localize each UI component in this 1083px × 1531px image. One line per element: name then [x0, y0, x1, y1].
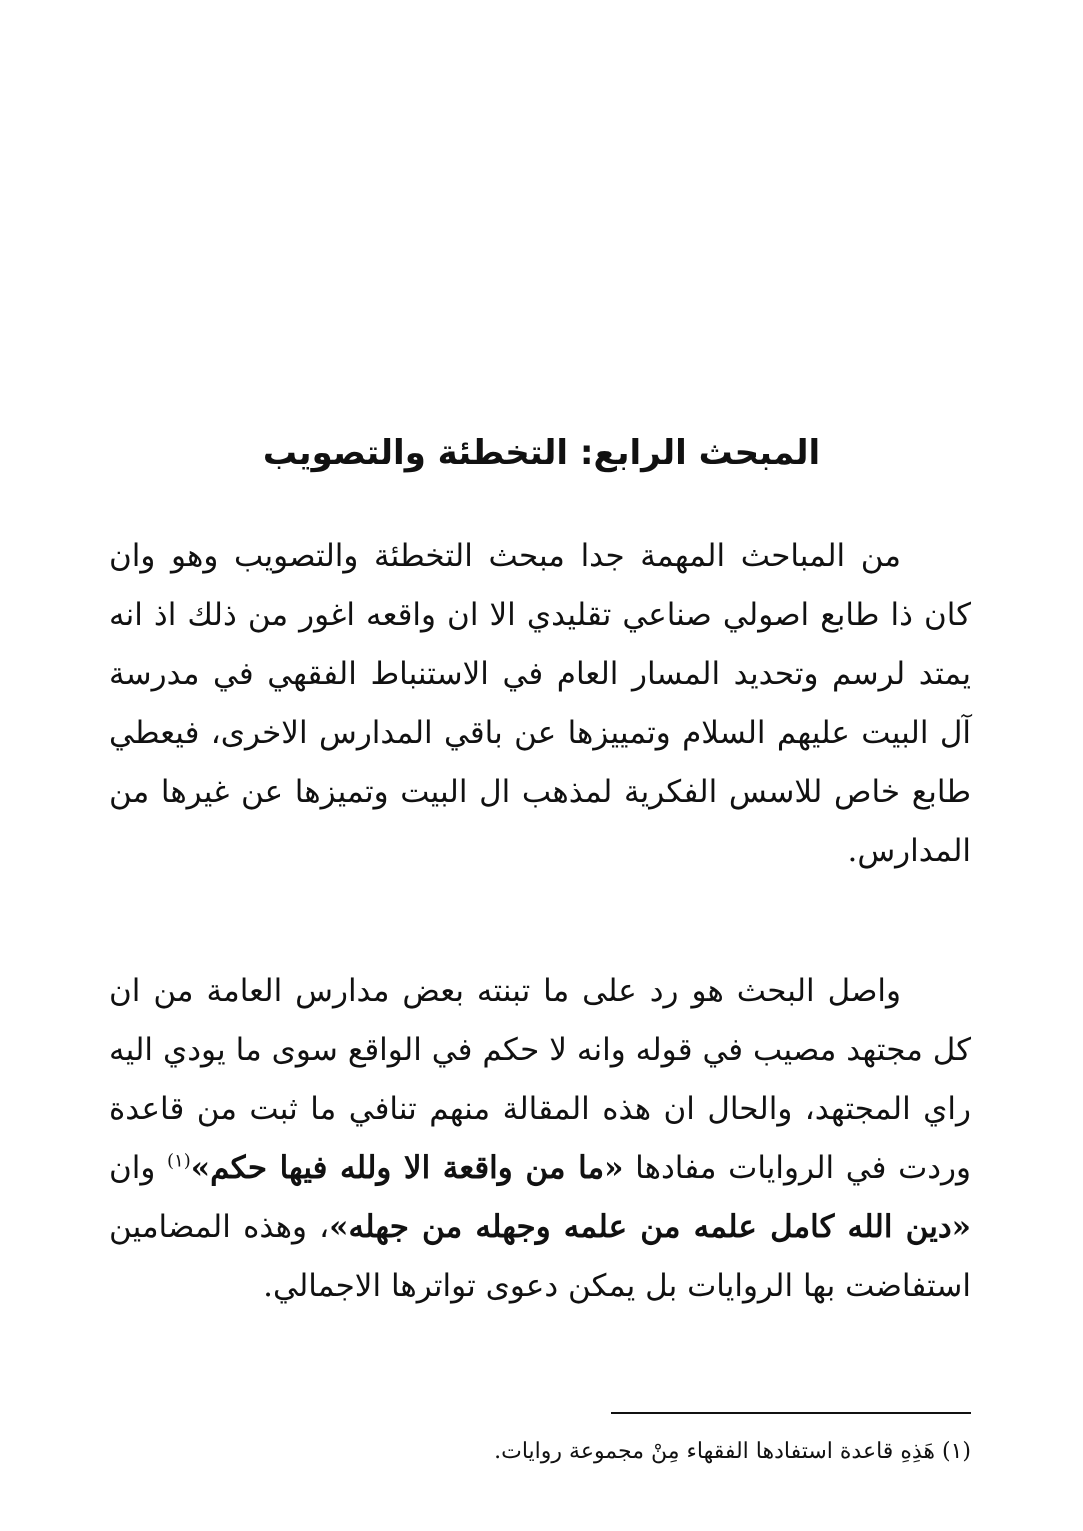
paragraph-origin-text-2: وان	[109, 1150, 167, 1186]
section-heading: المبحث الرابع: التخطئة والتصويب	[262, 433, 821, 473]
quoted-rule-1: «ما من واقعة الا ولله فيها حكم»	[190, 1150, 624, 1186]
paragraph-origin-text-1: واصل البحث هو رد على ما تبنته بعض مدارس العامة من ان كل مجتهد مصيب في قوله وانه لا حكم في الواقع سوى ما يودي اليه راي المجتهد، والحال ان هذه المقالة منهم تنافي ما ثبت من قاعدة وردت في الروايات مفادها	[109, 973, 971, 1186]
footnote-text: (١) هَذِهِ قاعدة استفادها الفقهاء مِنْ مجموعة روايات.	[494, 1439, 971, 1464]
paragraph-intro-text: من المباحث المهمة جدا مبحث التخطئة والتصويب وهو وان كان ذا طابع اصولي صناعي تقليدي الا ان واقعه اغور من ذلك اذ انه يمتد لرسم وتحديد المسار العام في الاستنباط الفقهي في مدرسة آل البيت عليهم السلام وتمييزها عن باقي المدارس الاخرى، فيعطي طابع خاص للاسس الفكرية لمذهب ال البيت وتميزها عن غيرها من المدارس.	[109, 538, 972, 869]
quoted-rule-2: «دين الله كامل علمه من علمه وجهله من جهله»	[329, 1209, 972, 1245]
paragraph-origin-text-3: ، وهذه المضامين استفاضت بها الروايات بل يمكن دعوى تواترها الاجمالي.	[109, 1209, 971, 1304]
paragraph-intro	[109, 527, 971, 881]
footnote-reference[interactable]: (١)	[166, 1150, 191, 1172]
paragraph-origin	[109, 962, 971, 1316]
footnote-divider	[611, 1412, 971, 1414]
